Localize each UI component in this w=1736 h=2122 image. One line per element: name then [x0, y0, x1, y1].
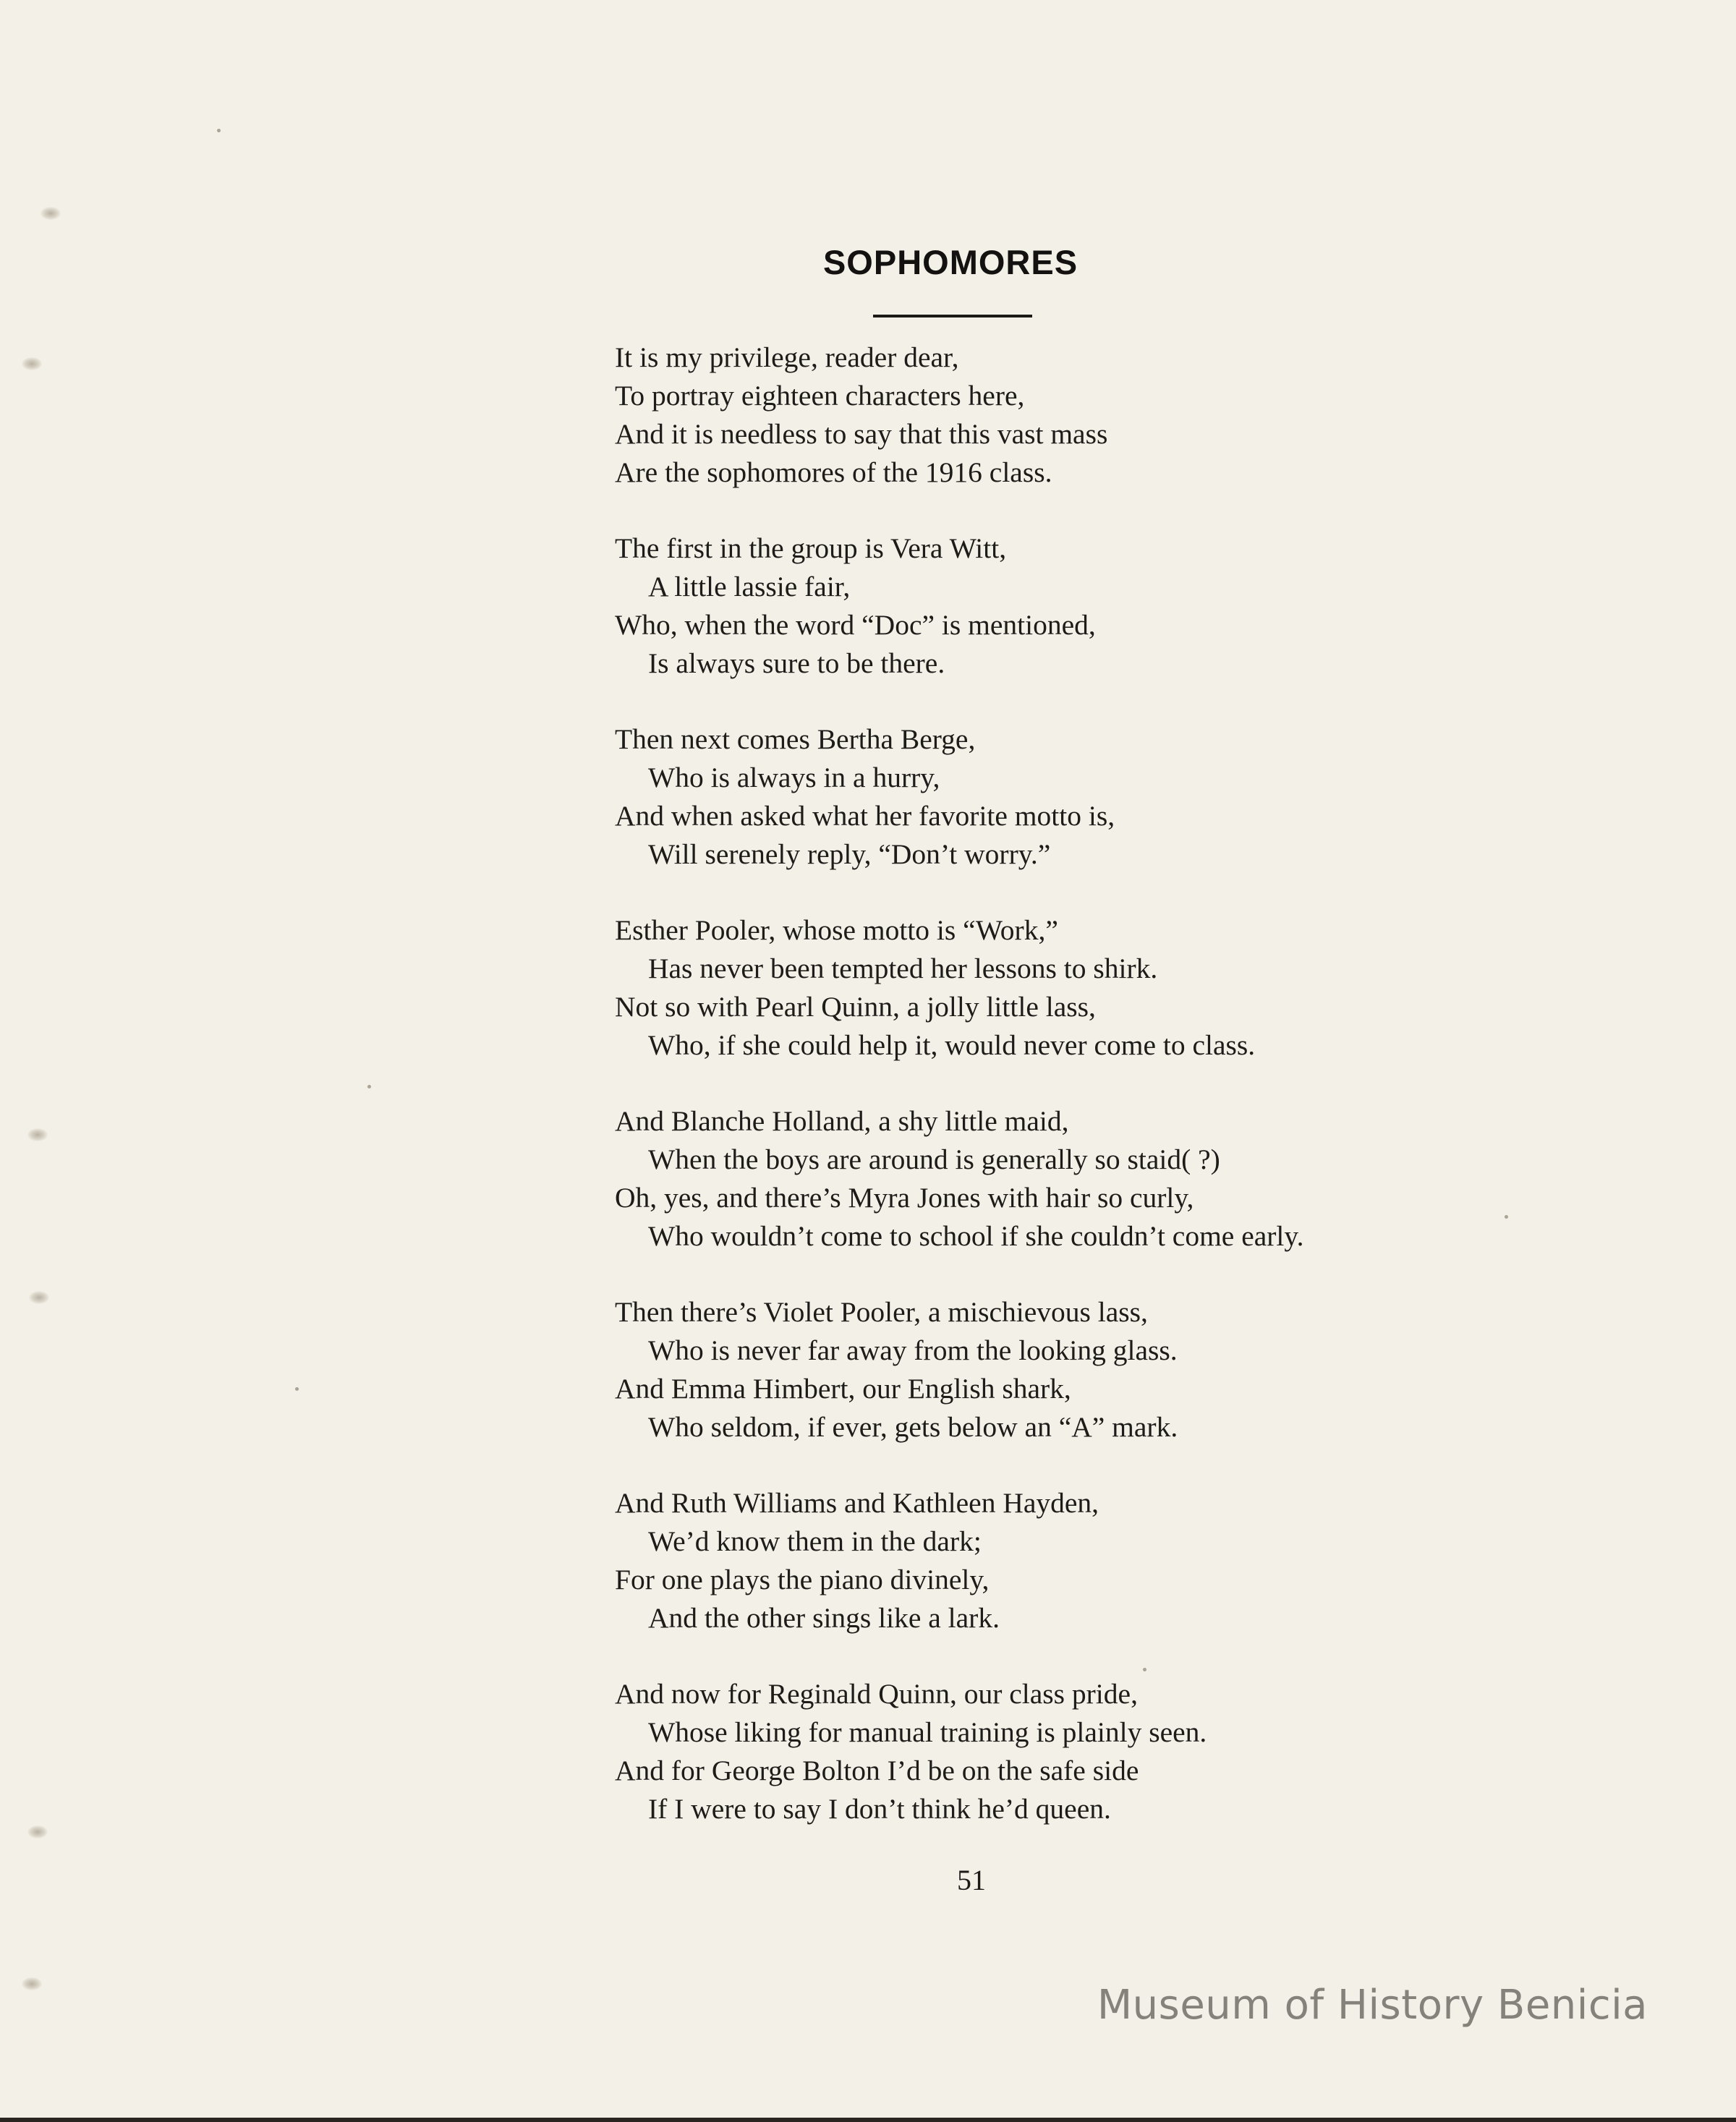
page-title: SOPHOMORES: [822, 243, 1078, 281]
binder-punch-mark: [29, 1291, 49, 1304]
poem-line: And Ruth Williams and Kathleen Hayden,: [615, 1487, 1099, 1519]
stanza: [615, 720, 1555, 874]
poem-line: For one plays the piano divinely,: [615, 1564, 990, 1595]
binder-punch-mark: [27, 1825, 48, 1838]
poem-line: A little lassie fair,: [648, 571, 851, 602]
stanza: [615, 529, 1555, 683]
poem-line: It is my privilege, reader dear,: [615, 341, 959, 373]
poem-line: Then next comes Bertha Berge,: [615, 723, 976, 755]
poem-line: To portray eighteen characters here,: [615, 380, 1025, 412]
paper-speck: [295, 1387, 299, 1391]
poem-line: Who is always in a hurry,: [648, 762, 940, 793]
stanza: [615, 1484, 1555, 1637]
poem-line: Who wouldn’t come to school if she couldn’t come early.: [648, 1220, 1304, 1252]
binder-punch-mark: [22, 1977, 42, 1990]
poem-line: The first in the group is Vera Witt,: [615, 532, 1007, 564]
poem-line: If I were to say I don’t think he’d queen.: [648, 1793, 1111, 1825]
poem-line: Then there’s Violet Pooler, a mischievous lass,: [615, 1296, 1148, 1328]
binder-punch-mark: [27, 1128, 48, 1141]
poem-line: And Blanche Holland, a shy little maid,: [615, 1105, 1069, 1137]
stanza: [615, 1293, 1555, 1446]
stanza: [615, 911, 1555, 1065]
poem-line: Who seldom, if ever, gets below an “A” mark.: [648, 1411, 1178, 1443]
poem-line: Esther Pooler, whose motto is “Work,”: [615, 914, 1058, 946]
poem-line: And for George Bolton I’d be on the safe side: [615, 1755, 1139, 1786]
poem: [615, 338, 1555, 1866]
poem-line: Who, if she could help it, would never come to class.: [648, 1029, 1256, 1061]
poem-line: Whose liking for manual training is plainly seen.: [648, 1716, 1207, 1748]
binder-punch-mark: [41, 207, 61, 220]
poem-line: And when asked what her favorite motto is,: [615, 800, 1115, 832]
poem-line: And the other sings like a lark.: [648, 1602, 1000, 1634]
poem-line: Will serenely reply, “Don’t worry.”: [648, 838, 1051, 870]
paper-speck: [217, 129, 221, 132]
poem-line: And now for Reginald Quinn, our class pride,: [615, 1678, 1138, 1710]
poem-line: Not so with Pearl Quinn, a jolly little lass,: [615, 991, 1096, 1023]
poem-line: Who, when the word “Doc” is mentioned,: [615, 609, 1096, 641]
poem-line: Has never been tempted her lessons to shirk.: [648, 953, 1158, 984]
poem-line: Who is never far away from the looking glass.: [648, 1334, 1178, 1366]
poem-line: And it is needless to say that this vast mass: [615, 418, 1108, 450]
poem-line: And Emma Himbert, our English shark,: [615, 1373, 1071, 1405]
paper-speck: [367, 1085, 371, 1088]
binder-punch-mark: [22, 357, 42, 370]
stanza: [615, 338, 1555, 492]
title-rule: [873, 315, 1032, 318]
museum-watermark: Museum of History Benicia: [1097, 1982, 1648, 2029]
poem-line: When the boys are around is generally so staid( ?): [648, 1143, 1220, 1175]
poem-line: Oh, yes, and there’s Myra Jones with hair so curly,: [615, 1182, 1194, 1214]
stanza: [615, 1675, 1555, 1828]
poem-line: We’d know them in the dark;: [648, 1525, 982, 1557]
page-bottom-edge: [0, 2118, 1736, 2122]
poem-line: Is always sure to be there.: [648, 647, 945, 679]
poem-line: Are the sophomores of the 1916 class.: [615, 456, 1052, 488]
page-number: 51: [957, 1864, 986, 1896]
stanza: [615, 1102, 1555, 1256]
